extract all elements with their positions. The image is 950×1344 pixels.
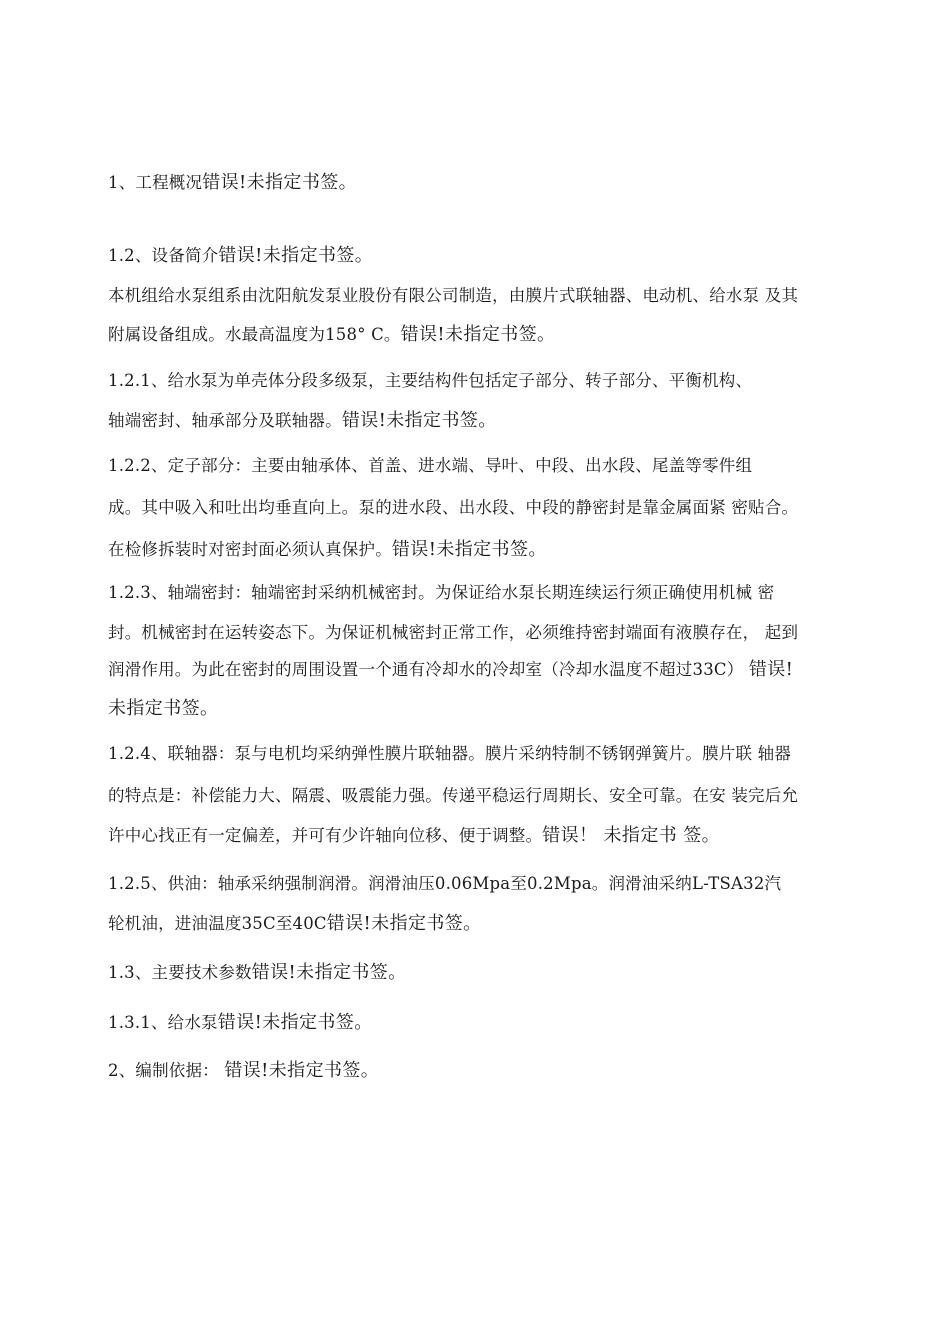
bookmark-error: 错误!未指定书签。 xyxy=(391,539,547,560)
heading-main-parameters xyxy=(108,962,407,984)
bookmark-error: 错误!未指定书签。 xyxy=(251,962,407,983)
paragraph-line xyxy=(108,698,218,720)
heading-equipment-intro xyxy=(108,245,373,267)
bookmark-error: 错误!未指定书签。 xyxy=(341,410,497,431)
bookmark-error: 错误!未指定书签。 xyxy=(224,1060,380,1081)
paragraph-text: 轴端密封、轴承部分及联轴器。 xyxy=(108,411,342,430)
bookmark-error: 错误!未指定书签。 xyxy=(202,172,358,193)
paragraph-text: 本机组给水泵组系由沈阳航发泵业股份有限公司制造，由膜片式联轴器、电动机、给水泵 及其 xyxy=(108,286,799,305)
paragraph-line xyxy=(108,825,720,847)
paragraph-line xyxy=(108,410,497,432)
section-1-2-5 xyxy=(108,873,781,895)
bookmark-error: 未指定书签。 xyxy=(108,698,219,719)
paragraph-text: 的特点是：补偿能力大、隔震、吸震能力强。传递平稳运行周期长、安全可靠。在安 装完后允 xyxy=(108,786,799,805)
heading-text: 1.3.1、给水泵 xyxy=(108,1013,218,1032)
paragraph-text: 在检修拆装时对密封面必须认真保护。 xyxy=(108,540,392,559)
section-1-2-2 xyxy=(108,455,752,477)
paragraph-text: 成。其中吸入和吐出均垂直向上。泵的进水段、出水段、中段的静密封是靠金属面紧 密贴合。 xyxy=(108,498,799,517)
bookmark-error: 错误!未指定书签。 xyxy=(400,324,556,345)
paragraph-line xyxy=(108,913,482,935)
paragraph-text: 1.2.4、联轴器：泵与电机均采纳弹性膜片联轴器。膜片采纳特制不锈钢弹簧片。膜片联 轴器 xyxy=(108,744,792,763)
heading-compilation-basis xyxy=(108,1060,379,1082)
paragraph-line xyxy=(108,622,798,644)
paragraph-text: 附属设备组成。水最高温度为158° C。 xyxy=(108,325,401,344)
paragraph-text: 封。机械密封在运转姿态下。为保证机械密封正常工作，必须维持密封端面有液膜存在， 起到 xyxy=(108,623,799,642)
heading-text: 1、工程概况 xyxy=(108,173,203,192)
heading-feed-pump xyxy=(108,1012,373,1034)
heading-project-overview xyxy=(108,172,357,194)
heading-text: 2、编制依据： xyxy=(108,1061,225,1080)
section-1-2-1 xyxy=(108,370,752,392)
section-1-2-4 xyxy=(108,743,791,765)
heading-text: 1.3、主要技术参数 xyxy=(108,963,252,982)
paragraph-line xyxy=(108,659,793,681)
bookmark-error: 错误!未指定书签。 xyxy=(218,245,374,266)
paragraph-text: 许中心找正有一定偏差，并可有少许轴向位移、便于调整。 xyxy=(108,826,543,845)
section-1-2-3 xyxy=(108,582,774,604)
paragraph-text: 1.2.3、轴端密封：轴端密封采纳机械密封。为保证给水泵长期连续运行须正确使用机械 密 xyxy=(108,583,775,602)
paragraph-text: 1.2.1、给水泵为单壳体分段多级泵，主要结构件包括定子部分、转子部分、平衡机构、 xyxy=(108,371,753,390)
paragraph-line xyxy=(108,497,798,519)
paragraph-line xyxy=(108,785,798,807)
paragraph-text: 轮机油，进油温度35C至40C xyxy=(108,914,327,933)
paragraph-text: 1.2.5、供油：轴承采纳强制润滑。润滑油压0.06Mpa至0.2Mpa。润滑油采纳L-TSA32汽 xyxy=(108,874,782,893)
paragraph-text: 1.2.2、定子部分：主要由轴承体、首盖、进水端、导叶、中段、出水段、尾盖等零件组 xyxy=(108,456,753,475)
bookmark-error: 错误! xyxy=(748,659,794,680)
bookmark-error: 错误!未指定书签。 xyxy=(326,913,482,934)
paragraph-text: 润滑作用。为此在密封的周围设置一个通有冷却水的冷却室（冷却水温度不超过33C） xyxy=(108,660,749,679)
paragraph-line xyxy=(108,324,555,346)
heading-text: 1.2、设备简介 xyxy=(108,246,219,265)
paragraph-line xyxy=(108,539,547,561)
bookmark-error: 错误！ 未指定书 签。 xyxy=(542,825,721,846)
paragraph-line xyxy=(108,285,798,307)
bookmark-error: 错误!未指定书签。 xyxy=(217,1012,373,1033)
